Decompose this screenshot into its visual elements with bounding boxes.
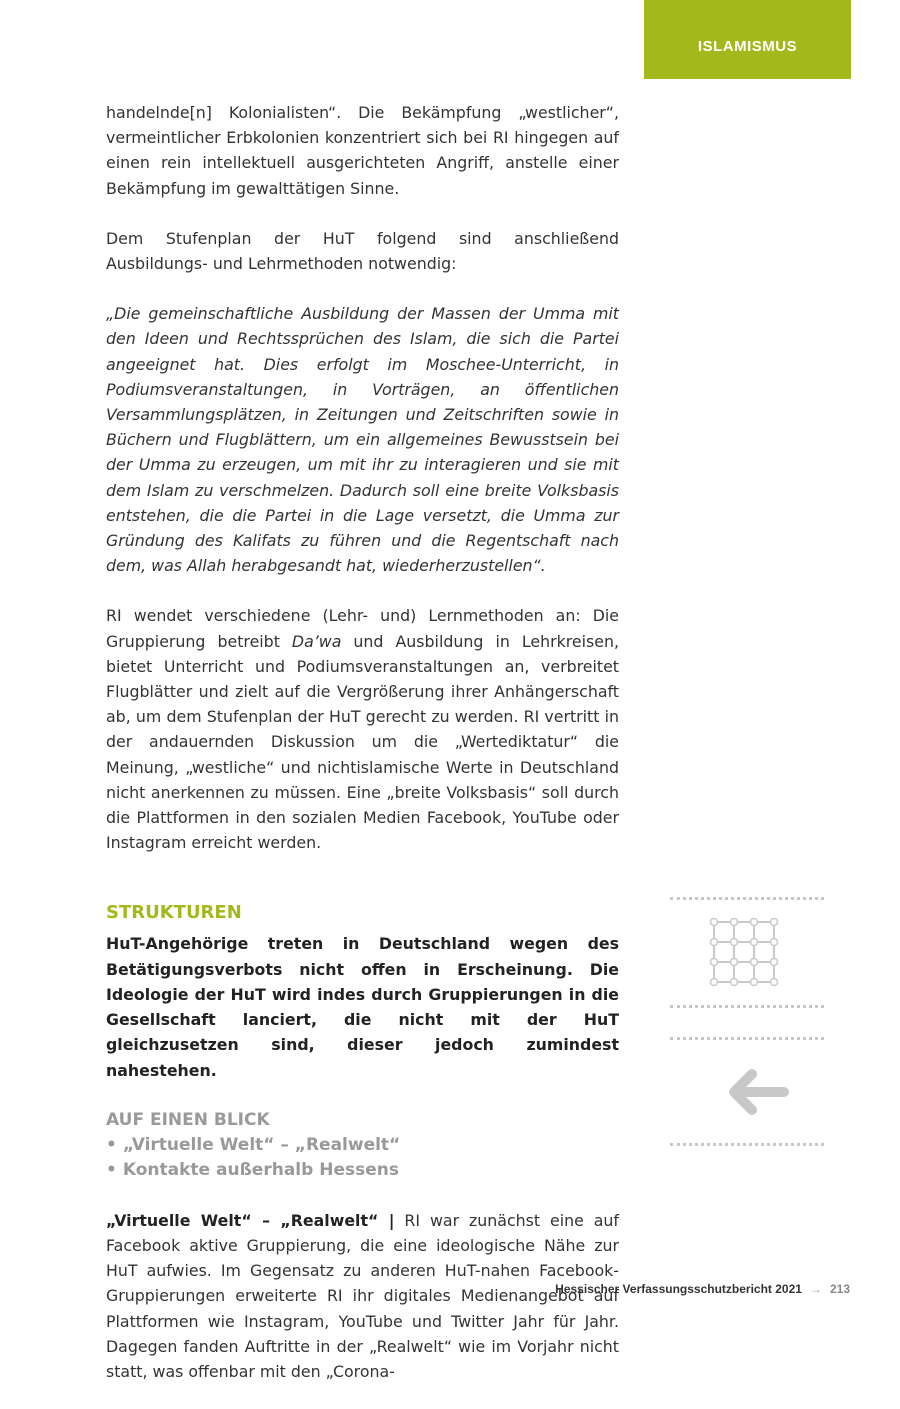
- main-text-column: [106, 100, 619, 1409]
- dotted-divider: [670, 1143, 824, 1146]
- grid-network-icon: [704, 912, 784, 992]
- arrow-left-icon: [726, 1067, 790, 1117]
- paragraph: handelnde[n] Kolonialisten“. Die Bekämpfung „westlicher“, vermeintlicher Erbkolonien konzentriert sich bei RI hingegen auf einen rein intellektuell ausgerichteten Angriff, anstelle einer Bekämpfung im gewalttätigen Sinne.: [106, 103, 619, 198]
- arrow-right-icon: →: [809, 1282, 822, 1296]
- list-item-text: „Virtuelle Welt“ – „Realwelt“: [122, 1134, 401, 1155]
- dotted-divider: [670, 897, 824, 900]
- emphasis-term: Da’wa: [291, 631, 342, 651]
- paragraph: [106, 1208, 619, 1384]
- paragraph-text: RI wendet verschiedene (Lehr- und) Lernmethoden an: Die Gruppierung betreibt: [106, 606, 619, 651]
- page-number: 213: [829, 1282, 850, 1296]
- section-tab: [644, 0, 851, 79]
- paragraph-text: und Ausbildung in Lehrkreisen, bietet Unterricht und Podiumsveranstaltungen an, verbreitet Flugblätter und zielt auf die Vergrößerung ihrer Anhängerschaft ab, um dem Stufenplan der HuT gerecht zu werden. RI vertritt in der andauernden Diskussion um die „Wertediktatur“ die Meinung, „westliche“ und nichtislamische Werte in Deutschland nicht anerkennen zu müssen. Eine „breite Volksbasis“ soll durch die Plattformen in den sozialen Medien Facebook, YouTube oder Instagram erreicht werden.: [106, 631, 619, 853]
- bullet: •: [106, 1159, 117, 1180]
- publication-title: Hessischer Verfassungsschutzbericht 2021: [555, 1282, 802, 1296]
- at-a-glance-box: [106, 1108, 619, 1183]
- block-quote: „Die gemeinschaftliche Ausbildung der Massen der Umma mit den Ideen und Rechtssprüchen des Islam, die sich die Partei angeeignet hat. Dies erfolgt im Moschee-Unterricht, in Podiumsveranstaltungen, in Vorträgen, an öffentlichen Versammlungsplätzen, in Zeitungen und Zeitschriften sowie in Büchern und Flugblättern, um ein allgemeines Bewusstsein bei der Umma zu erzeugen, um mit ihr zu interagieren und sie mit dem Islam zu verschmelzen. Dadurch soll eine breite Volksbasis entstehen, die die Partei in die Lage versetzt, die Umma zur Gründung des Kalifats zu führen und die Regentschaft nach dem, was Allah herabgesandt hat, wiederherzustellen“.: [106, 304, 619, 576]
- dotted-divider: [670, 1037, 824, 1040]
- paragraph: Dem Stufenplan der HuT folgend sind anschließend Ausbildungs- und Lehrmethoden notwendig:: [106, 228, 619, 274]
- section-heading: STRUKTUREN: [106, 902, 242, 924]
- list-item: [106, 1158, 619, 1183]
- run-in-heading: „Virtuelle Welt“ – „Realwelt“ |: [106, 1210, 395, 1230]
- bullet: •: [106, 1134, 117, 1155]
- paragraph: [106, 603, 619, 855]
- list-item-text: Kontakte außerhalb Hessens: [122, 1159, 399, 1180]
- list-item: [106, 1133, 619, 1158]
- section-tab-label: ISLAMISMUS: [697, 38, 798, 55]
- at-a-glance-heading: AUF EINEN BLICK: [106, 1109, 270, 1130]
- paragraph-text: RI war zunächst eine auf Facebook aktive Gruppierung, die eine ideologische Nähe zur HuT aufwies. Im Gegensatz zu anderen HuT-nahen Facebook-Gruppierungen erweiterte RI ihr digitales Medienangebot auf Plattformen wie Instagram, YouTube und Twitter Jahr für Jahr. Dagegen fanden Auftritte in der „Realwelt“ wie im Vorjahr nicht statt, was offenbar mit den „Corona-: [106, 1210, 619, 1381]
- dotted-divider: [670, 1005, 824, 1008]
- page-footer: [555, 1282, 850, 1296]
- lead-paragraph: HuT-Angehörige treten in Deutschland wegen des Betätigungsverbots nicht offen in Erscheinung. Die Ideologie der HuT wird indes durch Gruppierungen in die Gesellschaft lanciert, die nicht mit der HuT gleichzusetzen sind, dieser jedoch zumindest nahestehen.: [106, 934, 619, 1080]
